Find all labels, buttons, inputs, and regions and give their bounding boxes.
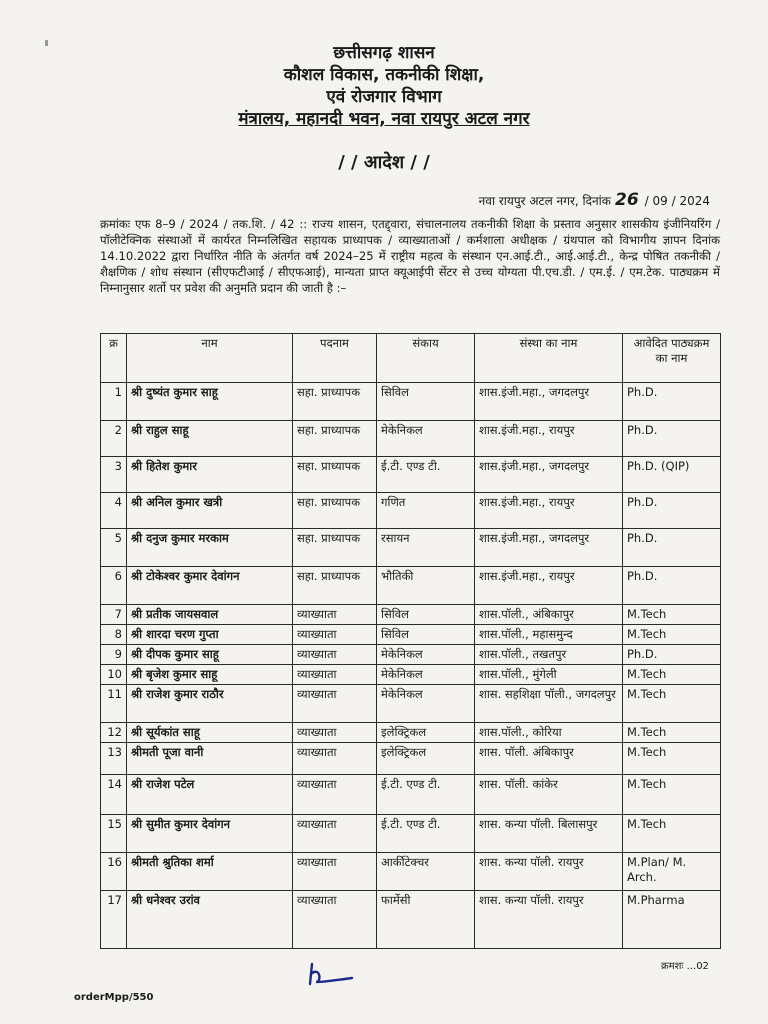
- date-day-handwritten: 26: [614, 190, 639, 210]
- cell-designation: सहा. प्राध्यापक: [293, 567, 377, 605]
- cell-name: श्रीमती श्रुतिका शर्मा: [127, 853, 293, 891]
- cell-course: M.Tech: [623, 743, 721, 775]
- cell-institute: शास.इंजी.महा., रायपुर: [475, 421, 623, 457]
- cell-course: M.Tech: [623, 685, 721, 723]
- cell-designation: व्याख्याता: [293, 605, 377, 625]
- cell-faculty: इलेक्ट्रिकल: [377, 743, 475, 775]
- cell-faculty: मेकेनिकल: [377, 685, 475, 723]
- letterhead: [0, 42, 768, 130]
- table-row: [101, 853, 721, 891]
- cell-course: M.Tech: [623, 723, 721, 743]
- cell-faculty: सिविल: [377, 383, 475, 421]
- table-row: [101, 421, 721, 457]
- col-header-name: नाम: [127, 334, 293, 383]
- table-row: [101, 743, 721, 775]
- cell-faculty: मेकेनिकल: [377, 665, 475, 685]
- signature: [302, 960, 358, 994]
- cell-course: Ph.D.: [623, 421, 721, 457]
- cell-institute: शास. कन्या पॉली. रायपुर: [475, 853, 623, 891]
- cell-designation: सहा. प्राध्यापक: [293, 493, 377, 529]
- cell-institute: शास.पॉली., तखतपुर: [475, 645, 623, 665]
- cell-name: श्री हितेश कुमार: [127, 457, 293, 493]
- cell-course: Ph.D.: [623, 567, 721, 605]
- cell-name: श्री राजेश कुमार राठौर: [127, 685, 293, 723]
- address-line: मंत्रालय, महानदी भवन, नवा रायपुर अटल नगर: [238, 109, 530, 129]
- cell-institute: शास. कन्या पॉली. बिलासपुर: [475, 815, 623, 853]
- date-prefix: नवा रायपुर अटल नगर, दिनांक: [478, 194, 611, 208]
- table-row: [101, 891, 721, 949]
- order-body-text: क्रमांकः एफ 8–9 / 2024 / तक.शि. / 42 :: राज्य शासन, एतद्द्वारा, संचालनालय तकनीकी शिक्षा के प्रस्ताव अनुसार शासकीय इंजीनियरिंग / पॉलीटेक्निक संस्थाओं में कार्यरत निम्नलिखित सहायक प्राध्यापक / व्याख्याताओं / कर्मशाला अधीक्षक / ग्रंथपाल को विभागीय ज्ञापन दिनांक 14.10.2022 द्वारा निर्धारित नीति के अंतर्गत वर्ष 2024–25 में राष्ट्रीय महत्व के संस्थान एन.आई.टी., आई.आई.टी., केन्द्र पोषित तकनीकी / शैक्षणिक / शोध संस्थान (सीएफटीआई / सीएफआई), मान्यता प्राप्त क्यूआईपी सेंटर से उच्च योग्यता पी.एच.डी. / एम.ई. / एम.टेक. पाठ्यक्रम में निम्नानुसार शर्तो पर प्रवेश की अनुमति प्रदान की जाती है :–: [100, 217, 720, 295]
- cell-faculty: ई.टी. एण्ड टी.: [377, 775, 475, 815]
- cell-course: M.Tech: [623, 605, 721, 625]
- table-row: [101, 457, 721, 493]
- cell-institute: शास. कन्या पॉली. रायपुर: [475, 891, 623, 949]
- cell-designation: व्याख्याता: [293, 723, 377, 743]
- cell-serial: 13: [101, 743, 127, 775]
- cell-name: श्री प्रतीक जायसवाल: [127, 605, 293, 625]
- cell-name: श्री राजेश पटेल: [127, 775, 293, 815]
- table-row: [101, 383, 721, 421]
- cell-institute: शास.इंजी.महा., रायपुर: [475, 567, 623, 605]
- cell-name: श्री अनिल कुमार खत्री: [127, 493, 293, 529]
- table-row: [101, 723, 721, 743]
- cell-faculty: सिविल: [377, 605, 475, 625]
- cell-serial: 3: [101, 457, 127, 493]
- continued-note: क्रमशः ...02: [661, 961, 709, 972]
- cell-serial: 15: [101, 815, 127, 853]
- cell-designation: व्याख्याता: [293, 775, 377, 815]
- cell-serial: 12: [101, 723, 127, 743]
- cell-institute: शास.पॉली., अंबिकापुर: [475, 605, 623, 625]
- cell-designation: व्याख्याता: [293, 891, 377, 949]
- cell-institute: शास. पॉली. कांकेर: [475, 775, 623, 815]
- cell-faculty: आर्कीटेक्चर: [377, 853, 475, 891]
- candidates-table: [100, 333, 721, 949]
- table-row: [101, 605, 721, 625]
- cell-name: श्री सुमीत कुमार देवांगन: [127, 815, 293, 853]
- table-row: [101, 625, 721, 645]
- cell-name: श्री सूर्यकांत साहू: [127, 723, 293, 743]
- cell-name: श्री दीपक कुमार साहू: [127, 645, 293, 665]
- cell-course: M.Tech: [623, 775, 721, 815]
- cell-faculty: फार्मेसी: [377, 891, 475, 949]
- table-row: [101, 645, 721, 665]
- cell-course: Ph.D.: [623, 645, 721, 665]
- cell-faculty: इलेक्ट्रिकल: [377, 723, 475, 743]
- table-row: [101, 567, 721, 605]
- cell-name: श्री बृजेश कुमार साहू: [127, 665, 293, 685]
- cell-course: M.Tech: [623, 625, 721, 645]
- cell-name: श्री दनुज कुमार मरकाम: [127, 529, 293, 567]
- cell-faculty: रसायन: [377, 529, 475, 567]
- cell-faculty: ई.टी. एण्ड टी.: [377, 815, 475, 853]
- cell-institute: शास. सहशिक्षा पॉली., जगदलपुर: [475, 685, 623, 723]
- cell-serial: 2: [101, 421, 127, 457]
- cell-designation: व्याख्याता: [293, 853, 377, 891]
- cell-designation: व्याख्याता: [293, 685, 377, 723]
- cell-institute: शास.इंजी.महा., जगदलपुर: [475, 529, 623, 567]
- cell-faculty: ई.टी. एण्ड टी.: [377, 457, 475, 493]
- cell-name: श्री धनेश्वर उरांव: [127, 891, 293, 949]
- cell-faculty: मेकेनिकल: [377, 421, 475, 457]
- cell-serial: 1: [101, 383, 127, 421]
- cell-serial: 11: [101, 685, 127, 723]
- cell-institute: शास.पॉली., कोरिया: [475, 723, 623, 743]
- cell-serial: 17: [101, 891, 127, 949]
- cell-designation: सहा. प्राध्यापक: [293, 457, 377, 493]
- cell-faculty: मेकेनिकल: [377, 645, 475, 665]
- dept-name-2: एवं रोजगार विभाग: [326, 87, 442, 107]
- order-title: / / आदेश / /: [338, 152, 430, 173]
- cell-name: श्री दुष्यंत कुमार साहू: [127, 383, 293, 421]
- cell-serial: 6: [101, 567, 127, 605]
- cell-course: M.Pharma: [623, 891, 721, 949]
- date-rest: / 09 / 2024: [644, 194, 710, 208]
- cell-designation: व्याख्याता: [293, 625, 377, 645]
- cell-designation: सहा. प्राध्यापक: [293, 529, 377, 567]
- cell-name: श्री राहुल साहू: [127, 421, 293, 457]
- cell-name: श्री टोकेश्वर कुमार देवांगन: [127, 567, 293, 605]
- cell-name: श्रीमती पूजा वानी: [127, 743, 293, 775]
- cell-course: M.Tech: [623, 815, 721, 853]
- cell-institute: शास.पॉली., मुंगेली: [475, 665, 623, 685]
- cell-serial: 5: [101, 529, 127, 567]
- table-row: [101, 815, 721, 853]
- cell-designation: व्याख्याता: [293, 645, 377, 665]
- table-row: [101, 665, 721, 685]
- cell-serial: 16: [101, 853, 127, 891]
- order-reference: orderMpp/550: [74, 992, 154, 1003]
- col-header-serial: क्र: [101, 334, 127, 383]
- col-header-designation: पदनाम: [293, 334, 377, 383]
- govt-name: छत्तीसगढ़ शासन: [333, 43, 435, 63]
- table-row: [101, 529, 721, 567]
- cell-serial: 9: [101, 645, 127, 665]
- cell-course: M.Tech: [623, 665, 721, 685]
- cell-serial: 4: [101, 493, 127, 529]
- table-row: [101, 493, 721, 529]
- cell-serial: 8: [101, 625, 127, 645]
- cell-course: Ph.D.: [623, 529, 721, 567]
- cell-designation: सहा. प्राध्यापक: [293, 421, 377, 457]
- col-header-course: आवेदित पाठ्यक्रम का नाम: [623, 334, 721, 383]
- table-header-row: [101, 334, 721, 383]
- cell-institute: शास.पॉली., महासमुन्द: [475, 625, 623, 645]
- cell-designation: व्याख्याता: [293, 743, 377, 775]
- cell-name: श्री शारदा चरण गुप्ता: [127, 625, 293, 645]
- cell-serial: 10: [101, 665, 127, 685]
- cell-institute: शास.इंजी.महा., जगदलपुर: [475, 383, 623, 421]
- col-header-faculty: संकाय: [377, 334, 475, 383]
- cell-faculty: सिविल: [377, 625, 475, 645]
- cell-serial: 14: [101, 775, 127, 815]
- table-row: [101, 685, 721, 723]
- table-row: [101, 775, 721, 815]
- cell-course: Ph.D. (QIP): [623, 457, 721, 493]
- col-header-institute: संस्था का नाम: [475, 334, 623, 383]
- cell-faculty: गणित: [377, 493, 475, 529]
- cell-faculty: भौतिकी: [377, 567, 475, 605]
- cell-serial: 7: [101, 605, 127, 625]
- cell-institute: शास.इंजी.महा., जगदलपुर: [475, 457, 623, 493]
- cell-designation: व्याख्याता: [293, 665, 377, 685]
- cell-institute: शास. पॉली. अंबिकापुर: [475, 743, 623, 775]
- cell-course: Ph.D.: [623, 383, 721, 421]
- dateline: [479, 190, 710, 210]
- cell-course: M.Plan/ M. Arch.: [623, 853, 721, 891]
- cell-institute: शास.इंजी.महा., रायपुर: [475, 493, 623, 529]
- cell-course: Ph.D.: [623, 493, 721, 529]
- cell-designation: सहा. प्राध्यापक: [293, 383, 377, 421]
- cell-designation: व्याख्याता: [293, 815, 377, 853]
- dept-name-1: कौशल विकास, तकनीकी शिक्षा,: [283, 65, 485, 85]
